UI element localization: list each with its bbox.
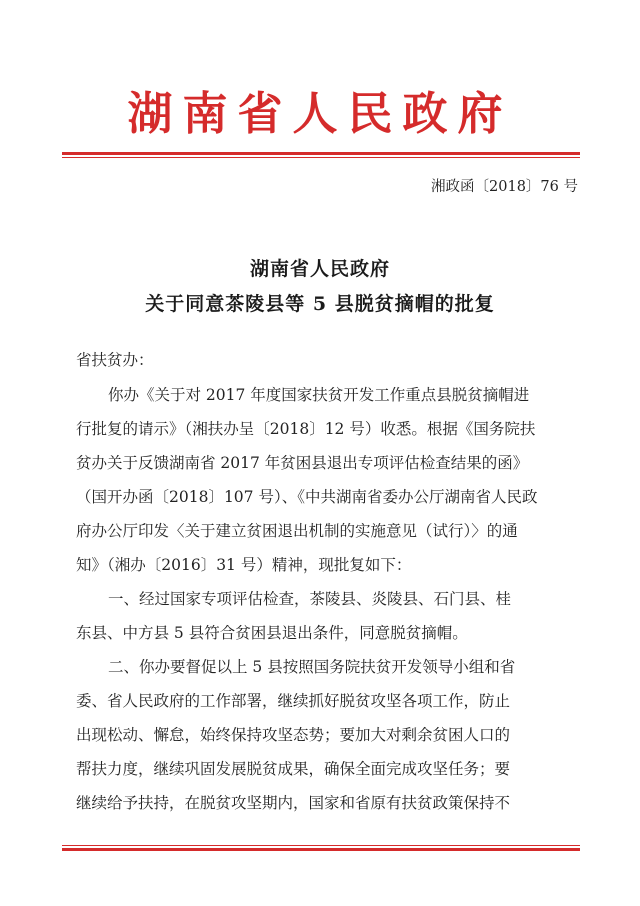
document-title-line-2: 关于同意茶陵县等 5 县脱贫摘帽的批复 [145, 293, 495, 315]
recipient-line: 省扶贫办： [76, 351, 154, 369]
document-title-line-1: 湖南省人民政府 [249, 258, 390, 280]
masthead-title: 湖南省人民政府 [127, 87, 513, 140]
body-line: 委、省人民政府的工作部署，继续抓好脱贫攻坚各项工作，防止 [76, 692, 511, 710]
body-line: 帮扶力度，继续巩固发展脱贫成果，确保全面完成攻坚任务；要 [76, 760, 511, 778]
header-red-rule-thin [62, 157, 580, 158]
document-number: 湘政函〔2018〕76 号 [431, 179, 578, 195]
header-red-rule [62, 152, 580, 155]
body-line: 知》（湘办〔2016〕31 号）精神，现批复如下： [76, 556, 412, 574]
body-line: 你办《关于对 2017 年度国家扶贫开发工作重点县脱贫摘帽进 [108, 386, 530, 404]
body-line: 出现松动、懈怠，始终保持攻坚态势；要加大对剩余贫困人口的 [76, 726, 511, 744]
body-line: 东县、中方县 5 县符合贫困县退出条件，同意脱贫摘帽。 [76, 624, 468, 642]
body-line: （国开办函〔2018〕107 号）、《中共湖南省委办公厅湖南省人民政 [76, 488, 538, 506]
body-line: 府办公厅印发〈关于建立贫困退出机制的实施意见（试行）〉的通 [76, 522, 518, 540]
body-line: 二、你办要督促以上 5 县按照国务院扶贫开发领导小组和省 [108, 658, 516, 676]
footer-red-rule-thin [62, 845, 580, 846]
body-line: 一、经过国家专项评估检查，茶陵县、炎陵县、石门县、桂 [108, 590, 512, 608]
body-line: 行批复的请示》（湘扶办呈〔2018〕12 号）收悉。根据《国务院扶 [76, 420, 536, 438]
footer-red-rule [62, 848, 580, 851]
body-line: 贫办关于反馈湖南省 2017 年贫困县退出专项评估检查结果的函》 [76, 454, 529, 472]
body-line: 继续给予扶持，在脱贫攻坚期内，国家和省原有扶贫政策保持不 [76, 794, 511, 812]
